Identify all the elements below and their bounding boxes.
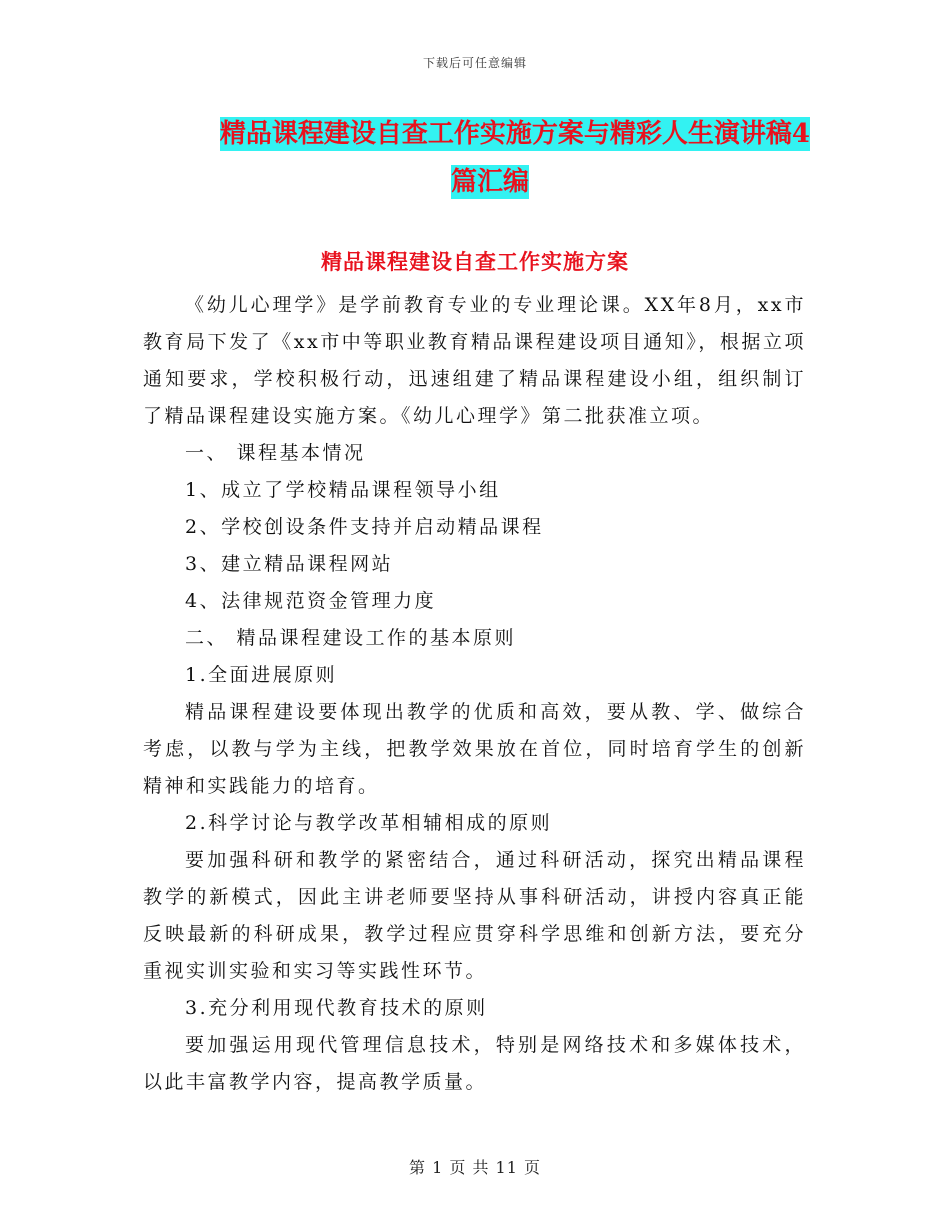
document-title (170, 110, 810, 206)
document-body (143, 287, 806, 1101)
heading-course-overview: 一、 课程基本情况 (185, 442, 366, 464)
paragraph-principle-3: 要加强运用现代管理信息技术，特别是网络技术和多媒体技术，以此丰富教学内容，提高教学质量。 (143, 1034, 806, 1093)
section-title: 精品课程建设自查工作实施方案 (321, 249, 629, 274)
paragraph-principle-1: 精品课程建设要体现出教学的优质和高效，要从教、学、做综合考虑，以教与学为主线，把教学效果放在首位，同时培育学生的创新精神和实践能力的培育。 (143, 701, 806, 797)
title-highlight-2: 篇汇编 (450, 167, 529, 197)
paragraph-intro: 《幼儿心理学》是学前教育专业的专业理论课。XX年8月，xx市教育局下发了《xx市中等职业教育精品课程建设项目通知》，根据立项通知要求，学校积极行动，迅速组建了精品课程建设小组，组织制订了精品课程建设实施方案。《幼儿心理学》第二批获准立项。 (143, 294, 806, 427)
header-note: 下载后可任意编辑 (422, 56, 527, 70)
list-item: 3、建立精品课程网站 (185, 553, 394, 575)
subheading-principle-3: 3.充分利用现代教育技术的原则 (185, 997, 488, 1019)
paragraph-principle-2: 要加强科研和教学的紧密结合，通过科研活动，探究出精品课程教学的新模式，因此主讲老师要坚持从事科研活动，讲授内容真正能反映最新的科研成果，教学过程应贯穿科学思维和创新方法，要充分重视实训实验和实习等实践性环节。 (143, 849, 806, 982)
subheading-principle-1: 1.全面进展原则 (185, 664, 338, 686)
list-item: 4、法律规范资金管理力度 (185, 590, 437, 612)
list-item: 2、学校创设条件支持并启动精品课程 (185, 516, 544, 538)
subheading-principle-2: 2.科学讨论与教学改革相辅相成的原则 (185, 812, 553, 834)
title-highlight-1: 精品课程建设自查工作实施方案与精彩人生演讲稿4 (219, 119, 810, 149)
document-title-line-2 (170, 158, 810, 206)
heading-basic-principles: 二、 精品课程建设工作的基本原则 (185, 627, 517, 649)
list-item: 1、成立了学校精品课程领导小组 (185, 479, 501, 501)
document-title-line-1 (170, 110, 810, 158)
page-number-footer: 第 1 页 共 11 页 (409, 1158, 541, 1177)
